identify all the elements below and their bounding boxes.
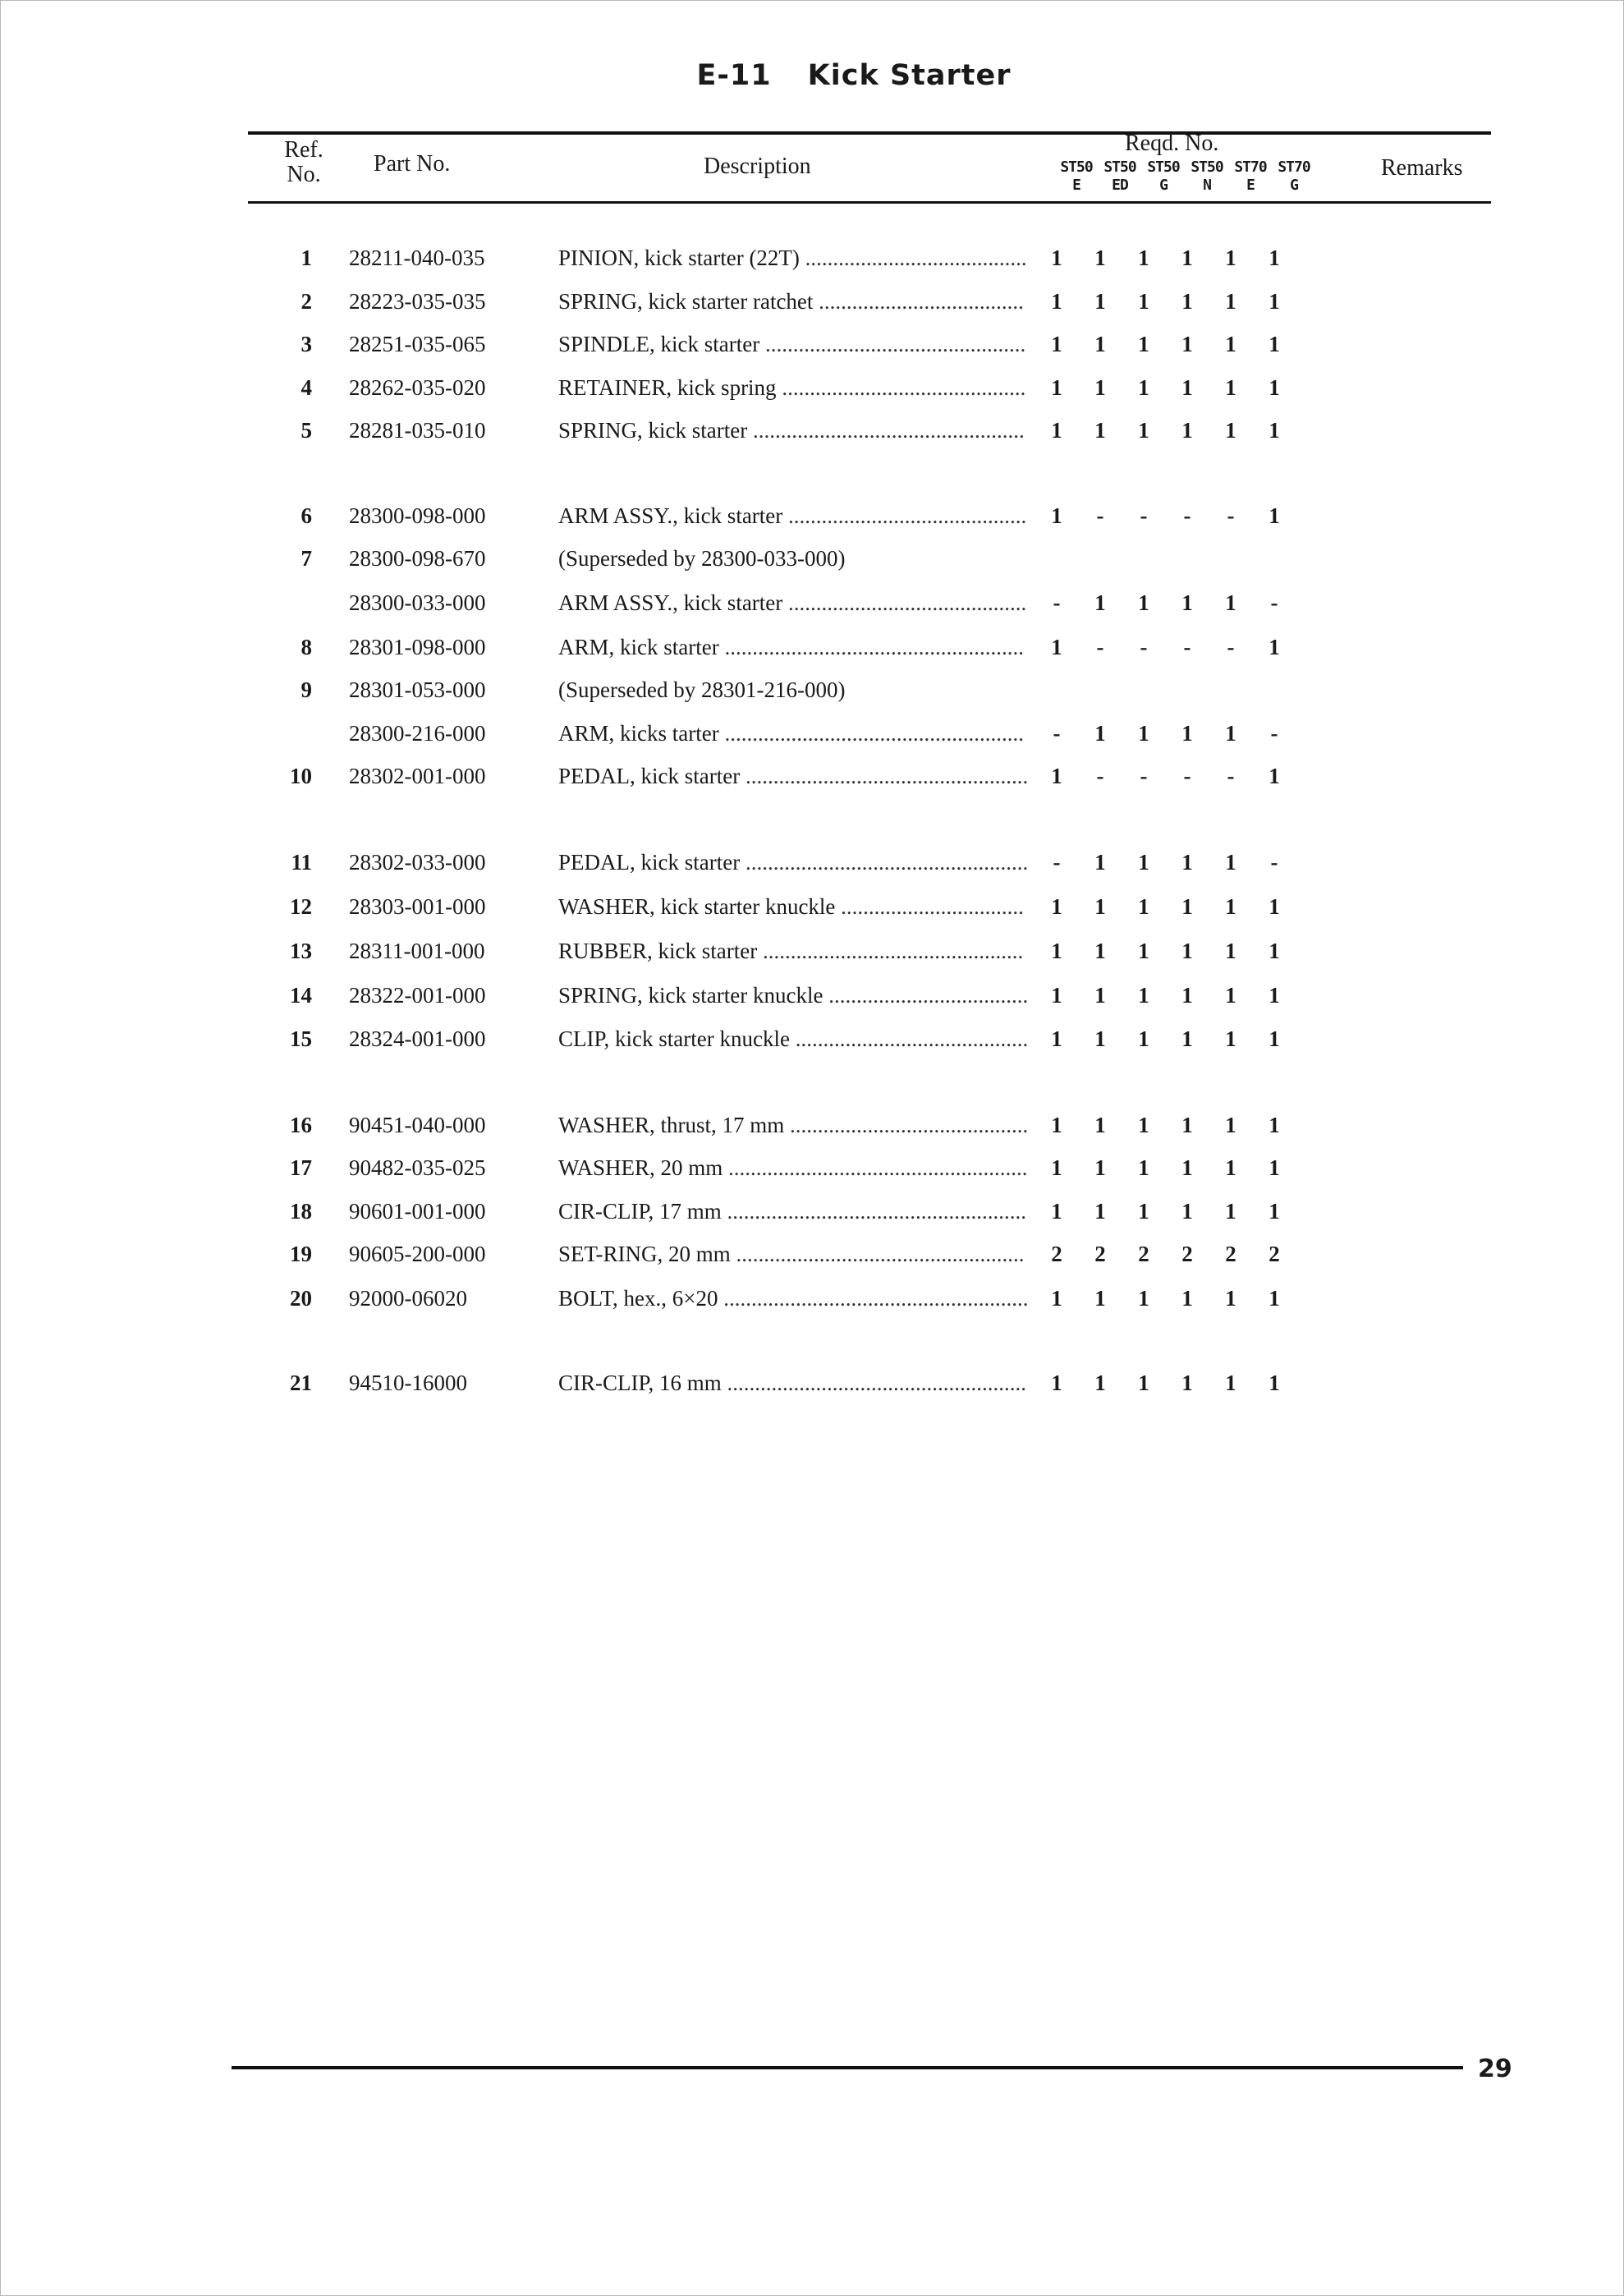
table-row: [0, 1238, 1624, 1270]
description-text: CIR-CLIP, 16 mm: [558, 1371, 722, 1395]
model-name: ST50: [1147, 158, 1180, 176]
qty-cell: 1: [1051, 894, 1062, 919]
part-number: 28301-098-000: [349, 635, 486, 659]
model-variant: G: [1290, 177, 1298, 194]
part-description: [558, 414, 1025, 447]
qty-cell: -: [1053, 590, 1061, 615]
ref-no: 18: [290, 1199, 312, 1224]
qty-cell: 1: [1094, 1371, 1106, 1395]
qty-cell: 1: [1094, 1155, 1106, 1180]
ref-no: 13: [290, 939, 312, 963]
part-number: 28311-001-000: [349, 939, 485, 963]
part-number: 28302-033-000: [349, 850, 486, 875]
dot-leader: ......................................................: [721, 1199, 1027, 1224]
part-number: 28301-053-000: [349, 677, 486, 702]
header-ref-line2: No.: [287, 162, 321, 187]
model-name: ST50: [1190, 158, 1223, 176]
qty-cell: 1: [1181, 939, 1193, 963]
qty-cell: 1: [1225, 894, 1236, 919]
part-description: [558, 631, 1024, 664]
description-text: ARM ASSY., kick starter: [558, 590, 783, 615]
ref-no: 8: [300, 635, 312, 659]
description-text: SPRING, kick starter knuckle: [558, 983, 823, 1008]
qty-cell: 2: [1138, 1242, 1149, 1266]
dot-leader: .......................................................: [718, 1286, 1029, 1311]
description-text: RUBBER, kick starter: [558, 939, 758, 963]
part-description: [558, 673, 845, 706]
description-text: (Superseded by 28300-033-000): [558, 546, 846, 571]
qty-cell: -: [1096, 503, 1104, 528]
model-variant: G: [1159, 177, 1168, 194]
part-description: [558, 542, 845, 575]
qty-cell: 1: [1138, 246, 1149, 270]
dot-leader: ...........................................: [782, 590, 1027, 615]
ref-no: 5: [300, 418, 312, 443]
part-number: 90605-200-000: [349, 1242, 486, 1266]
part-description: [558, 586, 1026, 619]
description-text: ARM ASSY., kick starter: [558, 503, 783, 528]
qty-cell: 1: [1181, 332, 1193, 356]
part-number: 28300-098-670: [349, 546, 486, 571]
table-row: [0, 890, 1624, 923]
part-number: 94510-16000: [349, 1371, 467, 1395]
part-number: 28300-098-000: [349, 503, 486, 528]
qty-cell: 1: [1225, 939, 1236, 963]
qty-cell: 1: [1094, 983, 1106, 1008]
qty-cell: 1: [1181, 375, 1193, 400]
qty-cell: 1: [1181, 1371, 1193, 1395]
qty-cell: 1: [1268, 764, 1280, 788]
model-name: ST70: [1278, 158, 1310, 176]
table-row: [0, 586, 1624, 619]
part-number: 28303-001-000: [349, 894, 486, 919]
header-bottom-rule: [248, 201, 1491, 204]
qty-cell: 1: [1268, 635, 1280, 659]
part-number: 28300-216-000: [349, 721, 486, 746]
footer-rule: [232, 2066, 1463, 2069]
section-name: Kick Starter: [807, 59, 1012, 92]
ref-no: 2: [300, 289, 312, 314]
ref-no: 19: [290, 1242, 312, 1266]
qty-cell: 1: [1225, 246, 1236, 270]
table-row: [0, 542, 1624, 575]
table-row: [0, 1195, 1624, 1228]
qty-cell: 1: [1138, 289, 1149, 314]
header-remarks: Remarks: [1381, 155, 1463, 181]
description-text: SPINDLE, kick starter: [558, 332, 760, 356]
qty-cell: 1: [1051, 1113, 1062, 1137]
header-ref-no: [279, 138, 328, 187]
dot-leader: .................................: [835, 894, 1024, 919]
description-text: (Superseded by 28301-216-000): [558, 677, 846, 702]
table-row: [0, 371, 1624, 404]
qty-cell: 1: [1051, 983, 1062, 1008]
ref-no: 4: [300, 375, 312, 400]
part-number: 28322-001-000: [349, 983, 486, 1008]
qty-cell: -: [1053, 850, 1061, 875]
qty-cell: 1: [1138, 721, 1149, 746]
qty-cell: 1: [1181, 894, 1193, 919]
qty-cell: 2: [1268, 1242, 1280, 1266]
qty-cell: 1: [1051, 246, 1062, 270]
qty-cell: 1: [1268, 418, 1280, 443]
qty-cell: 1: [1138, 1026, 1149, 1051]
qty-cell: -: [1227, 503, 1235, 528]
dot-leader: .....................................: [813, 289, 1024, 314]
qty-cell: 1: [1268, 375, 1280, 400]
model-column-header: [1226, 158, 1275, 195]
part-number: 28300-033-000: [349, 590, 486, 615]
part-number: 28324-001-000: [349, 1026, 486, 1051]
table-row: [0, 328, 1624, 360]
qty-cell: 1: [1138, 1155, 1149, 1180]
qty-cell: -: [1140, 503, 1148, 528]
qty-cell: 1: [1138, 1371, 1149, 1395]
qty-cell: 1: [1181, 1199, 1193, 1224]
model-column-header: [1052, 158, 1101, 195]
qty-cell: 1: [1051, 418, 1062, 443]
table-row: [0, 1022, 1624, 1055]
table-row: [0, 760, 1624, 792]
part-description: [558, 328, 1025, 360]
dot-leader: ....................................................: [730, 1242, 1025, 1266]
qty-cell: 1: [1181, 246, 1193, 270]
ref-no: 17: [290, 1155, 312, 1180]
qty-cell: 1: [1138, 1113, 1149, 1137]
qty-cell: -: [1183, 635, 1191, 659]
part-number: 28262-035-020: [349, 375, 486, 400]
dot-leader: ......................................................: [721, 1371, 1027, 1395]
model-column-header: [1095, 158, 1145, 195]
qty-cell: 1: [1225, 332, 1236, 356]
model-column-header: [1139, 158, 1188, 195]
qty-cell: 1: [1268, 289, 1280, 314]
qty-cell: -: [1096, 635, 1104, 659]
model-name: ST50: [1103, 158, 1136, 176]
qty-cell: -: [1227, 635, 1235, 659]
qty-cell: 1: [1094, 289, 1106, 314]
qty-cell: 1: [1268, 332, 1280, 356]
qty-cell: 1: [1225, 1371, 1236, 1395]
model-name: ST50: [1060, 158, 1093, 176]
qty-cell: 1: [1051, 1155, 1062, 1180]
qty-cell: 1: [1268, 1026, 1280, 1051]
qty-cell: 1: [1051, 503, 1062, 528]
dot-leader: ...............................................: [757, 939, 1024, 963]
table-row: [0, 934, 1624, 967]
qty-cell: 1: [1181, 1113, 1193, 1137]
qty-cell: 1: [1094, 894, 1106, 919]
description-text: PEDAL, kick starter: [558, 764, 741, 788]
ref-no: 10: [290, 764, 312, 788]
qty-cell: 1: [1268, 1155, 1280, 1180]
qty-cell: 1: [1268, 246, 1280, 270]
qty-cell: 1: [1225, 1286, 1236, 1311]
qty-cell: 1: [1094, 246, 1106, 270]
qty-cell: 1: [1181, 1155, 1193, 1180]
ref-no: 11: [291, 850, 312, 875]
qty-cell: 1: [1094, 1113, 1106, 1137]
qty-cell: 2: [1181, 1242, 1193, 1266]
part-description: [558, 1109, 1028, 1141]
ref-no: 14: [290, 983, 312, 1008]
header-reqd-no: Reqd. No.: [1125, 131, 1219, 156]
qty-cell: 1: [1181, 983, 1193, 1008]
part-description: [558, 1366, 1026, 1399]
qty-cell: -: [1053, 721, 1061, 746]
qty-cell: 1: [1094, 1199, 1106, 1224]
part-number: 28251-035-065: [349, 332, 486, 356]
qty-cell: -: [1270, 850, 1278, 875]
qty-cell: 1: [1225, 1199, 1236, 1224]
ref-no: 1: [300, 246, 312, 270]
qty-cell: 1: [1225, 1026, 1236, 1051]
qty-cell: 1: [1181, 1286, 1193, 1311]
part-description: [558, 760, 1028, 792]
table-row: [0, 846, 1624, 879]
qty-cell: 1: [1094, 850, 1106, 875]
header-description: Description: [704, 154, 811, 179]
description-text: CLIP, kick starter knuckle: [558, 1026, 790, 1051]
table-row: [0, 673, 1624, 706]
model-column-header: [1182, 158, 1232, 195]
qty-cell: 1: [1181, 289, 1193, 314]
description-text: BOLT, hex., 6×20: [558, 1286, 718, 1311]
qty-cell: 1: [1181, 418, 1193, 443]
table-row: [0, 499, 1624, 532]
qty-cell: 1: [1268, 894, 1280, 919]
qty-cell: 1: [1051, 289, 1062, 314]
part-number: 90482-035-025: [349, 1155, 486, 1180]
part-description: [558, 1022, 1028, 1055]
table-row: [0, 631, 1624, 664]
part-description: [558, 285, 1024, 318]
dot-leader: ......................................................: [718, 635, 1024, 659]
qty-cell: 1: [1268, 939, 1280, 963]
dot-leader: ...................................................: [740, 850, 1029, 875]
qty-cell: 1: [1138, 983, 1149, 1008]
part-description: [558, 890, 1024, 923]
qty-cell: -: [1183, 764, 1191, 788]
qty-cell: 1: [1094, 939, 1106, 963]
qty-cell: 1: [1138, 850, 1149, 875]
table-row: [0, 414, 1624, 447]
table-row: [0, 1282, 1624, 1315]
dot-leader: ......................................................: [718, 721, 1024, 746]
header-part-no: Part No.: [374, 151, 451, 177]
model-column-header: [1269, 158, 1319, 195]
qty-cell: 1: [1181, 721, 1193, 746]
qty-cell: 1: [1268, 1113, 1280, 1137]
qty-cell: 2: [1094, 1242, 1106, 1266]
dot-leader: ....................................: [823, 983, 1029, 1008]
header-top-rule: [248, 131, 1491, 135]
model-variant: E: [1072, 177, 1080, 194]
qty-cell: 1: [1138, 418, 1149, 443]
model-variant: E: [1246, 177, 1255, 194]
qty-cell: 1: [1094, 590, 1106, 615]
description-text: SET-RING, 20 mm: [558, 1242, 731, 1266]
qty-cell: 1: [1225, 375, 1236, 400]
qty-cell: 1: [1051, 635, 1062, 659]
qty-cell: -: [1270, 721, 1278, 746]
qty-cell: 1: [1138, 1199, 1149, 1224]
ref-no: 9: [300, 677, 312, 702]
header-ref-line1: Ref.: [284, 137, 323, 163]
page-number: 29: [1478, 2055, 1512, 2083]
part-number: 92000-06020: [349, 1286, 467, 1311]
qty-cell: 1: [1225, 721, 1236, 746]
part-number: 90601-001-000: [349, 1199, 486, 1224]
part-description: [558, 371, 1025, 404]
model-variant: N: [1203, 177, 1211, 194]
description-text: WASHER, kick starter knuckle: [558, 894, 836, 919]
qty-cell: 1: [1225, 983, 1236, 1008]
ref-no: 16: [290, 1113, 312, 1137]
table-row: [0, 1109, 1624, 1141]
qty-cell: 1: [1225, 418, 1236, 443]
description-text: WASHER, thrust, 17 mm: [558, 1113, 785, 1137]
qty-cell: 1: [1094, 1026, 1106, 1051]
part-description: [558, 979, 1028, 1012]
dot-leader: ......................................................: [723, 1155, 1028, 1180]
description-text: PEDAL, kick starter: [558, 850, 741, 875]
qty-cell: 1: [1181, 1026, 1193, 1051]
qty-cell: 1: [1225, 289, 1236, 314]
part-description: [558, 934, 1023, 967]
table-row: [0, 1366, 1624, 1399]
part-number: 28211-040-035: [349, 246, 485, 270]
qty-cell: 1: [1094, 418, 1106, 443]
description-text: CIR-CLIP, 17 mm: [558, 1199, 722, 1224]
dot-leader: .................................................: [747, 418, 1025, 443]
page-title: [0, 59, 1624, 92]
model-variant: ED: [1112, 177, 1128, 194]
part-description: [558, 846, 1028, 879]
qty-cell: 1: [1138, 590, 1149, 615]
ref-no: 21: [290, 1371, 312, 1395]
qty-cell: 1: [1138, 894, 1149, 919]
qty-cell: 1: [1094, 1286, 1106, 1311]
part-number: 90451-040-000: [349, 1113, 486, 1137]
qty-cell: 1: [1051, 939, 1062, 963]
qty-cell: 1: [1268, 1286, 1280, 1311]
dot-leader: ...................................................: [740, 764, 1029, 788]
part-description: [558, 1238, 1025, 1270]
qty-cell: 1: [1181, 590, 1193, 615]
part-number: 28281-035-010: [349, 418, 486, 443]
ref-no: 7: [300, 546, 312, 571]
part-number: 28223-035-035: [349, 289, 486, 314]
qty-cell: -: [1183, 503, 1191, 528]
qty-cell: 1: [1225, 850, 1236, 875]
qty-cell: 2: [1225, 1242, 1236, 1266]
qty-cell: 1: [1138, 332, 1149, 356]
part-description: [558, 1195, 1026, 1228]
qty-cell: -: [1270, 590, 1278, 615]
section-code: E-11: [696, 59, 772, 92]
qty-cell: -: [1096, 764, 1104, 788]
qty-cell: -: [1140, 764, 1148, 788]
dot-leader: ..........................................: [789, 1026, 1029, 1051]
table-row: [0, 979, 1624, 1012]
qty-cell: -: [1140, 635, 1148, 659]
part-description: [558, 1151, 1028, 1184]
dot-leader: ...............................................: [759, 332, 1026, 356]
qty-cell: 1: [1268, 983, 1280, 1008]
description-text: RETAINER, kick spring: [558, 375, 777, 400]
part-description: [558, 717, 1024, 750]
qty-cell: 1: [1225, 590, 1236, 615]
description-text: ARM, kicks tarter: [558, 721, 719, 746]
qty-cell: 1: [1138, 1286, 1149, 1311]
qty-cell: 1: [1051, 375, 1062, 400]
qty-cell: 1: [1181, 850, 1193, 875]
qty-cell: 1: [1268, 503, 1280, 528]
description-text: ARM, kick starter: [558, 635, 719, 659]
qty-cell: 1: [1051, 1371, 1062, 1395]
qty-cell: 1: [1051, 1026, 1062, 1051]
part-number: 28302-001-000: [349, 764, 486, 788]
qty-cell: 1: [1051, 764, 1062, 788]
qty-cell: 1: [1051, 1199, 1062, 1224]
dot-leader: ...........................................: [782, 503, 1027, 528]
qty-cell: -: [1227, 764, 1235, 788]
qty-cell: 1: [1051, 332, 1062, 356]
qty-cell: 1: [1225, 1155, 1236, 1180]
qty-cell: 1: [1138, 939, 1149, 963]
qty-cell: 1: [1051, 1286, 1062, 1311]
dot-leader: ........................................: [799, 246, 1027, 270]
part-description: [558, 241, 1027, 274]
part-description: [558, 499, 1026, 532]
model-name: ST70: [1234, 158, 1267, 176]
qty-cell: 1: [1094, 721, 1106, 746]
qty-cell: 1: [1268, 1371, 1280, 1395]
ref-no: 3: [300, 332, 312, 356]
qty-cell: 1: [1094, 332, 1106, 356]
qty-cell: 2: [1051, 1242, 1062, 1266]
dot-leader: ............................................: [776, 375, 1026, 400]
table-row: [0, 1151, 1624, 1184]
description-text: SPRING, kick starter: [558, 418, 748, 443]
ref-no: 12: [290, 894, 312, 919]
qty-cell: 1: [1094, 375, 1106, 400]
qty-cell: 1: [1138, 375, 1149, 400]
description-text: WASHER, 20 mm: [558, 1155, 723, 1180]
table-row: [0, 241, 1624, 274]
table-row: [0, 717, 1624, 750]
qty-cell: 1: [1268, 1199, 1280, 1224]
ref-no: 15: [290, 1026, 312, 1051]
ref-no: 6: [300, 503, 312, 528]
part-description: [558, 1282, 1028, 1315]
table-row: [0, 285, 1624, 318]
dot-leader: ...........................................: [784, 1113, 1029, 1137]
description-text: SPRING, kick starter ratchet: [558, 289, 814, 314]
description-text: PINION, kick starter (22T): [558, 246, 800, 270]
qty-cell: 1: [1225, 1113, 1236, 1137]
ref-no: 20: [290, 1286, 312, 1311]
